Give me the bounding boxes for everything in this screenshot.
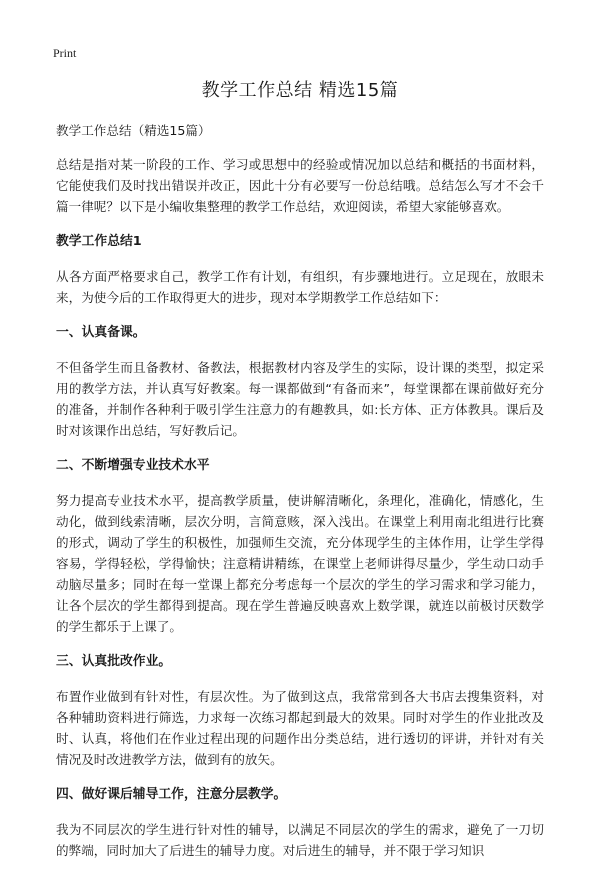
section-heading-1: 教学工作总结1 — [56, 234, 142, 249]
intro-paragraph: 总结是指对某一阶段的工作、学习或思想中的经验或情况加以总结和概括的书面材料，它能使我们及时找出错误并改正，因此十分有必要写一份总结哦。总结怎么写才不会千篇一律呢？以下是小编收集整理的教学工作总结，欢迎阅读，希望大家能够喜欢。 — [56, 157, 544, 214]
section-paragraph-1: 从各方面严格要求自己，教学工作有计划，有组织，有步骤地进行。立足现在，放眼未来，为使今后的工作取得更大的进步，现对本学期教学工作总结如下： — [56, 269, 544, 305]
section-paragraph-2: 不但备学生而且备教材、备教法，根据教材内容及学生的实际，设计课的类型，拟定采用的教学方法，并认真写好教案。每一课都做到“有备而来”，每堂课都在课前做好充分的准备，并制作各种利于吸引学生注意力的有趣教具，如:长方体、正方体教具。课后及时对该课作出总结，写好教后记。 — [56, 360, 544, 438]
article-body — [56, 120, 544, 875]
section-heading-5: 四、做好课后辅导工作，注意分层教学。 — [56, 787, 287, 802]
section-heading-4: 三、认真批改作业。 — [56, 654, 172, 669]
section-paragraph-5: 我为不同层次的学生进行针对性的辅导，以满足不同层次的学生的需求，避免了一刀切的弊端，同时加大了后进生的辅导力度。对后进生的辅导，并不限于学习知识 — [56, 822, 544, 858]
article-subtitle: 教学工作总结（精选15篇） — [56, 123, 211, 138]
section-heading-3: 二、不断增强专业技术水平 — [56, 458, 210, 473]
section-paragraph-4: 布置作业做到有针对性，有层次性。为了做到这点，我常常到各大书店去搜集资料，对各种辅助资料进行筛选，力求每一次练习都起到最大的效果。同时对学生的作业批改及时、认真，将他们在作业过程出现的问题作出分类总结，进行透切的评讲，并针对有关情况及时改进教学方法，做到有的放矢。 — [56, 689, 544, 767]
section-heading-2: 一、认真备课。 — [56, 325, 146, 340]
section-paragraph-3: 努力提高专业技术水平，提高教学质量，使讲解清晰化，条理化，准确化，情感化，生动化，做到线索清晰，层次分明，言简意赅，深入浅出。在课堂上利用南北组进行比赛的形式，调动了学生的积极性，加强师生交流，充分体现学生的主体作用，让学生学得容易，学得轻松，学得愉快；注意精讲精练，在课堂上老师讲得尽量少，学生动口动手动脑尽量多；同时在每一堂课上都充分考虑每一个层次的学生的学习需求和学习能力，让各个层次的学生都得到提高。现在学生普遍反映喜欢上数学课，就连以前极讨厌数学的学生都乐于上课了。 — [56, 493, 544, 634]
print-link[interactable]: Print — [53, 46, 77, 60]
page-title: 教学工作总结 精选15篇 — [201, 80, 399, 101]
